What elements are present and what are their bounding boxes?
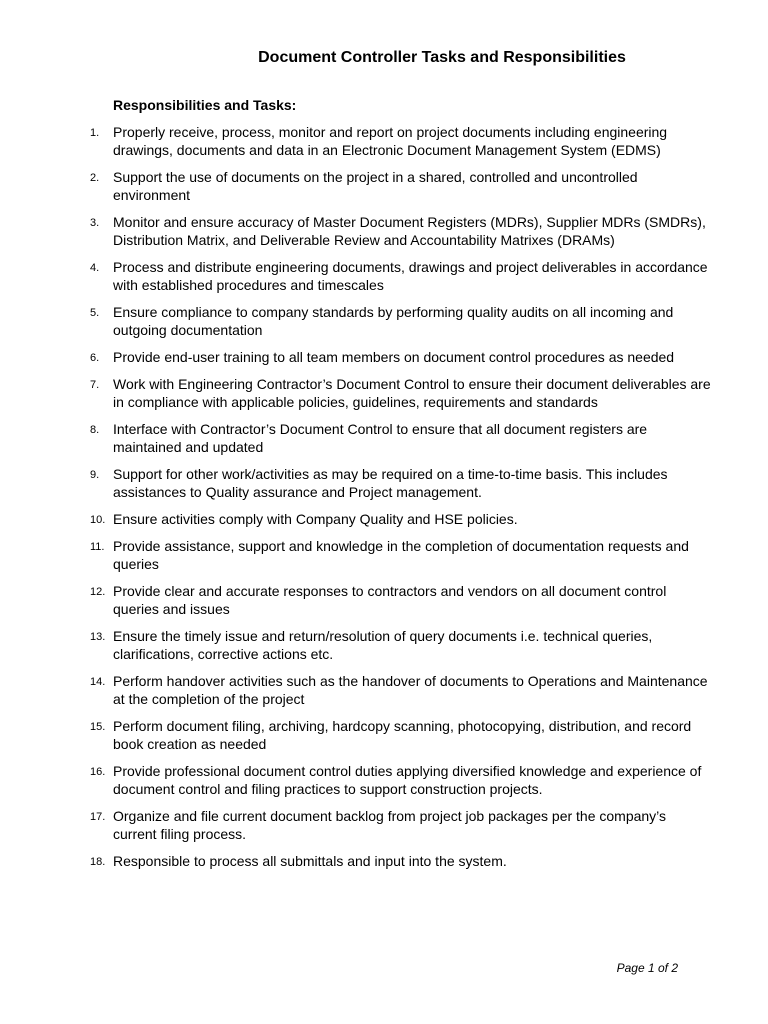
task-text: Organize and file current document backlog from project job packages per the company’s current filing process. [113, 808, 667, 842]
task-number: 4. [90, 262, 100, 274]
page-number: Page 1 of 2 [616, 961, 678, 975]
task-number: 10. [90, 514, 106, 526]
task-text: Process and distribute engineering documents, drawings and project deliverables in accordance with established procedures and timescales [113, 259, 708, 293]
task-number: 7. [90, 379, 100, 391]
task-text: Perform handover activities such as the handover of documents to Operations and Maintenance at the completion of the project [113, 673, 708, 707]
task-item [0, 168, 768, 204]
task-text: Support for other work/activities as may be required on a time-to-time basis. This includes assistances to Quality assurance and Project management. [113, 466, 668, 500]
task-item [0, 258, 768, 294]
task-number: 9. [90, 469, 100, 481]
task-text: Ensure compliance to company standards by performing quality audits on all incoming and outgoing documentation [113, 304, 674, 338]
task-text: Monitor and ensure accuracy of Master Document Registers (MDRs), Supplier MDRs (SMDRs), Distribution Matrix, and Deliverable Review and Accountability Matrixes (DRAMs) [113, 214, 706, 248]
task-text: Provide clear and accurate responses to contractors and vendors on all document control queries and issues [113, 583, 667, 617]
task-number: 2. [90, 172, 100, 184]
task-text: Responsible to process all submittals and input into the system. [113, 853, 507, 869]
task-text: Support the use of documents on the project in a shared, controlled and uncontrolled environment [113, 169, 638, 203]
task-number: 5. [90, 307, 100, 319]
task-text: Provide professional document control duties applying diversified knowledge and experience of document control and filing practices to support construction projects. [113, 763, 702, 797]
document-title: Document Controller Tasks and Responsibilities [258, 49, 626, 66]
task-number: 3. [90, 217, 100, 229]
task-item [0, 807, 768, 843]
task-item [0, 465, 768, 501]
task-number: 11. [90, 541, 105, 553]
task-number: 8. [90, 424, 100, 436]
task-number: 15. [90, 721, 106, 733]
task-item [0, 213, 768, 249]
task-item [0, 627, 768, 663]
task-item [0, 123, 768, 159]
task-number: 13. [90, 631, 106, 643]
section-heading: Responsibilities and Tasks: [113, 97, 297, 113]
task-item [0, 510, 768, 528]
task-item [0, 582, 768, 618]
task-item [0, 852, 768, 870]
task-text: Properly receive, process, monitor and report on project documents including engineering drawings, documents and data in an Electronic Document Management System (EDMS) [113, 124, 668, 158]
task-number: 1. [90, 127, 100, 139]
task-item [0, 672, 768, 708]
task-item [0, 375, 768, 411]
task-item [0, 717, 768, 753]
task-number: 6. [90, 352, 100, 364]
task-item [0, 420, 768, 456]
task-list [0, 123, 768, 879]
task-text: Work with Engineering Contractor’s Document Control to ensure their document deliverables are in compliance with applicable policies, guidelines, requirements and standards [113, 376, 711, 410]
task-text: Interface with Contractor’s Document Control to ensure that all document registers are maintained and updated [113, 421, 648, 455]
task-item [0, 537, 768, 573]
task-item [0, 303, 768, 339]
task-item [0, 762, 768, 798]
task-text: Provide assistance, support and knowledge in the completion of documentation requests and queries [113, 538, 689, 572]
task-number: 12. [90, 586, 106, 598]
task-number: 16. [90, 766, 106, 778]
task-number: 17. [90, 811, 106, 823]
task-number: 14. [90, 676, 106, 688]
task-item [0, 348, 768, 366]
task-text: Provide end-user training to all team members on document control procedures as needed [113, 349, 675, 365]
task-text: Ensure activities comply with Company Quality and HSE policies. [113, 511, 518, 527]
task-text: Perform document filing, archiving, hardcopy scanning, photocopying, distribution, and record book creation as needed [113, 718, 692, 752]
task-text: Ensure the timely issue and return/resolution of query documents i.e. technical queries, clarifications, corrective actions etc. [113, 628, 653, 662]
task-number: 18. [90, 856, 106, 868]
